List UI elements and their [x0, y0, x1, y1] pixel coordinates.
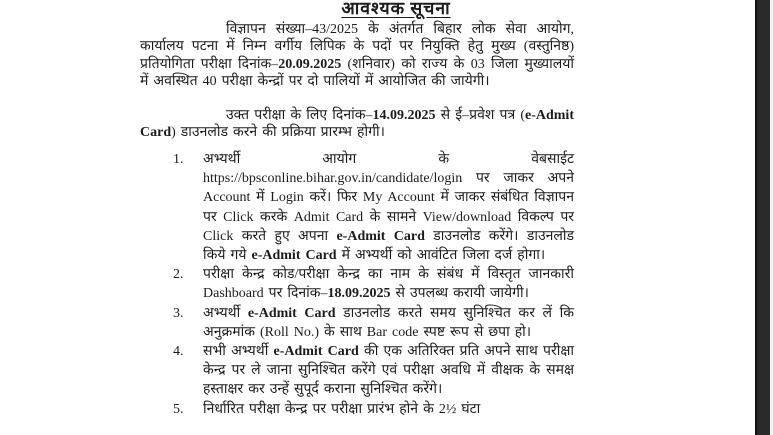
list-item-number: 5. — [173, 401, 184, 417]
list-item — [140, 342, 574, 400]
viewer-background-edge — [755, 0, 773, 435]
notice-title-text: आवश्यक सूचना — [341, 0, 451, 18]
list-item-number: 4. — [173, 344, 184, 360]
notice-title — [140, 0, 574, 20]
list-item — [140, 150, 574, 265]
admit-card-paragraph: उक्त परीक्षा के लिए दिनांक–14.09.2025 से ई–प्रवेश पत्र (e-Admit Card) डाउनलोड करने की प्रक्रिया प्रारम्भ होगी। — [140, 108, 574, 141]
list-item — [140, 400, 574, 419]
list-item-number: 2. — [173, 267, 184, 283]
list-item-number: 3. — [173, 305, 184, 321]
list-item-text: अभ्यर्थी e-Admit Card डाउनलोड करते समय सुनिश्चित कर लें कि अनुक्रमांक (Roll No.) के साथ Bar code स्पष्ट रूप से छपा हो। — [203, 305, 574, 340]
list-item-text: निर्धारित परीक्षा केन्द्र पर परीक्षा प्रारंभ होने के 2½ घंटा — [203, 401, 481, 417]
list-item — [140, 265, 574, 303]
intro-paragraph: विज्ञापन संख्या–43/2025 के अंतर्गत बिहार लोक सेवा आयोग, कार्यालय पटना में निम्न वर्गीय लिपिक के पदों पर नियुक्ति हेतु मुख्य (वस्तुनिष्ठ) प्रतियोगिता परीक्षा दिनांक–20.09.2025 (शनिवार) को राज्य के 03 जिला मुख्यालयों में अवस्थित 40 परीक्षा केन्द्रों पर दो पालियों में आयोजित की जायेगी। — [140, 22, 574, 89]
list-item-number: 1. — [173, 152, 184, 167]
list-item-text: परीक्षा केन्द्र कोड/परीक्षा केन्द्र का नाम के संबंध में विस्तृत जानकारी Dashboard पर दिनांक–18.09.2025 से उपलब्ध करायी जायेगी। — [203, 267, 574, 302]
instructions-list — [140, 150, 574, 419]
list-item-text: अभ्यर्थी आयोग के वेबसाईट https://bpsconline.bihar.gov.in/candidate/login पर जाकर अपने Account में Login करें। फिर My Account में जाकर संबंधित विज्ञापन पर Click करके Admit Card के सामने View/download विकल्प पर Click करते हुए अपना e-Admit Card डाउनलोड करेंगे। डाउनलोड किये गये e-Admit Card में अभ्यर्थी को आवंटित जिला दर्ज होगा। — [203, 152, 574, 264]
list-item-text: सभी अभ्यर्थी e-Admit Card की एक अतिरिक्त प्रति अपने साथ परीक्षा केन्द्र पर ले जाना सुनिश्चित करेंगे एवं परीक्षा अवधि में वीक्षक के समक्ष हस्ताक्षर कर उन्हें सुपूर्द कराना सुनिश्चित करेंगे। — [203, 344, 574, 398]
list-item — [140, 304, 574, 342]
